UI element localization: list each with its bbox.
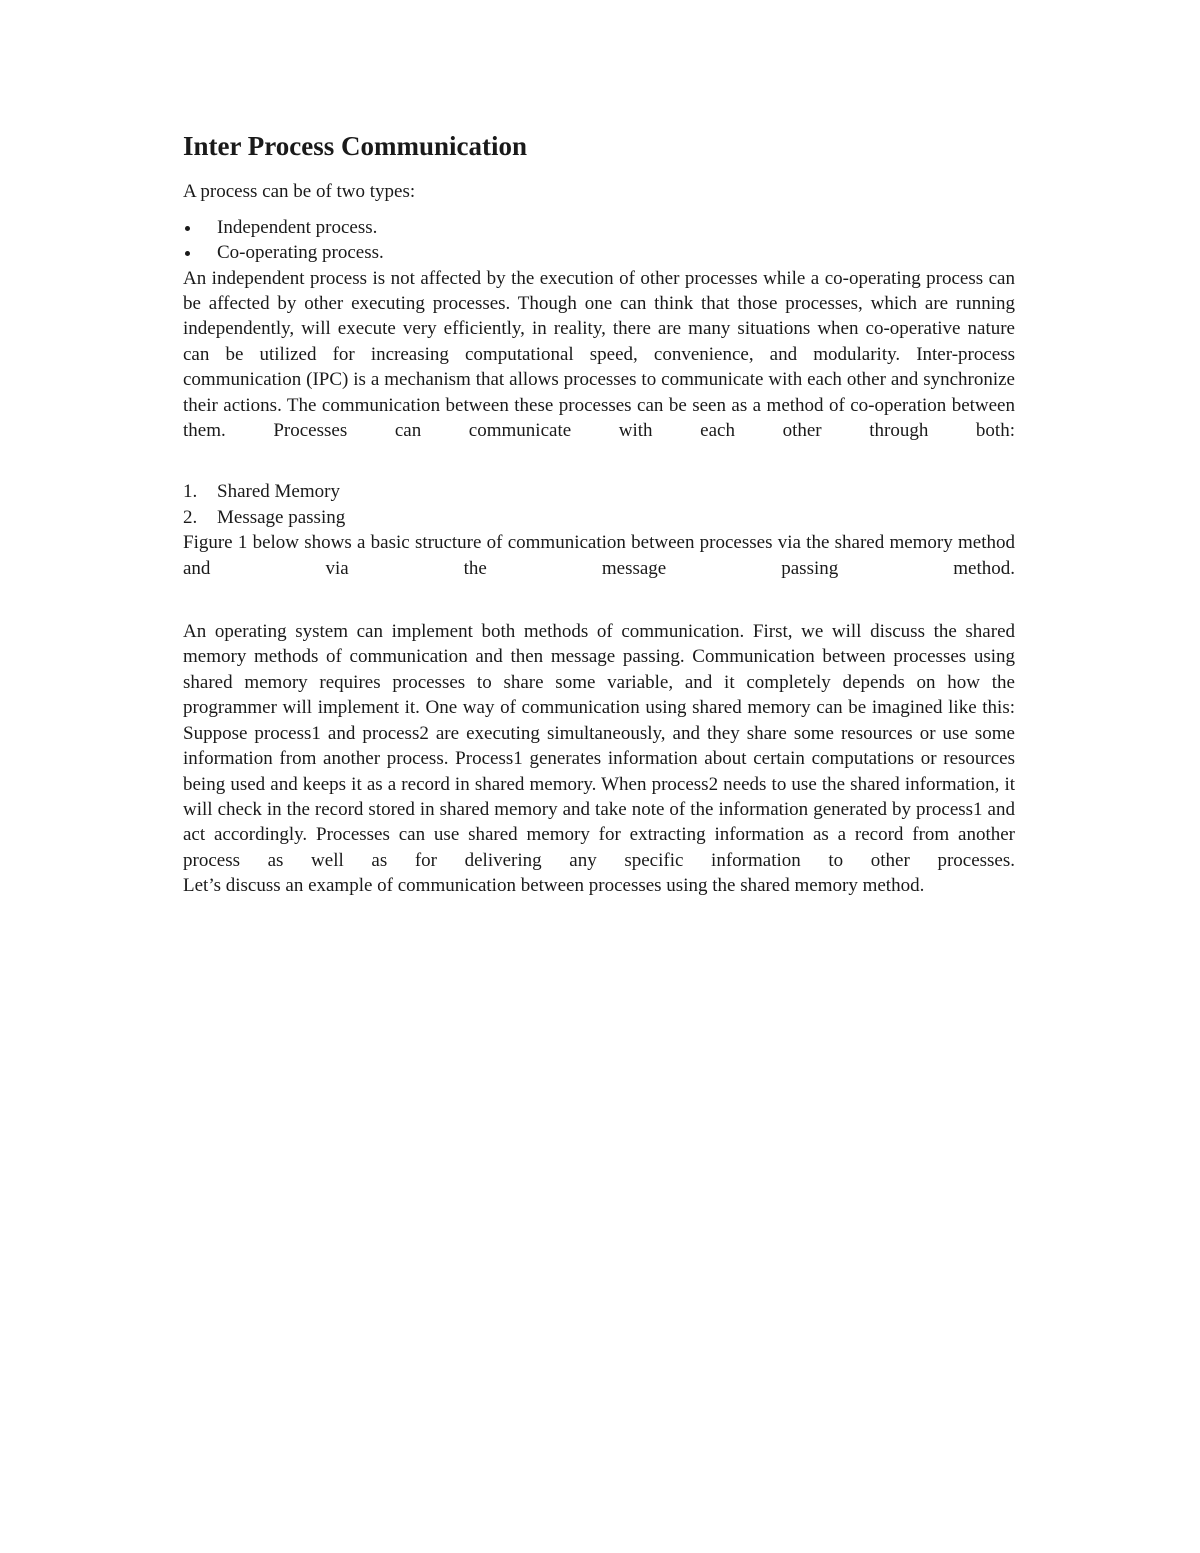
list-item-label: Shared Memory bbox=[217, 481, 340, 503]
list-item-number: 1. bbox=[183, 481, 198, 503]
bullet-icon bbox=[185, 251, 190, 256]
process-types-list bbox=[183, 215, 1015, 266]
list-item bbox=[183, 215, 1015, 240]
bullet-icon bbox=[185, 226, 190, 231]
communication-methods-list bbox=[183, 479, 1015, 530]
paragraph-example-intro: Let’s discuss an example of communication between processes using the shared memory method. bbox=[183, 875, 925, 897]
list-item-label: Co-operating process. bbox=[217, 242, 384, 264]
document-page bbox=[183, 130, 1015, 899]
list-item bbox=[183, 479, 1015, 504]
list-item-label: Independent process. bbox=[217, 216, 378, 238]
list-item bbox=[183, 505, 1015, 530]
paragraph-shared-memory: An operating system can implement both methods of communication. First, we will discuss the shared memory methods of communication and then message passing. Communication between processes using shared memory requires processes to share some variable, and it completely depends on how the programmer will implement it. One way of communication using shared memory can be imagined like this: Suppose process1 and process2 are executing simultaneously, and they share some resources or use some information from another process. Process1 generates information about certain computations or resources being used and keeps it as a record in shared memory. When process2 needs to use the shared information, it will check in the record stored in shared memory and take note of the information generated by process1 and act accordingly. Processes can use shared memory for extracting information as a record from another process as well as for delivering any specific information to other processes. bbox=[183, 621, 1015, 871]
paragraph-ipc-intro: An independent process is not affected by the execution of other processes while a co-operating process can be affected by other executing processes. Though one can think that those processes, which are running independently, will execute very efficiently, in reality, there are many situations when co-operative nature can be utilized for increasing computational speed, convenience, and modularity. Inter-process communication (IPC) is a mechanism that allows processes to communicate with each other and synchronize their actions. The communication between these processes can be seen as a method of co-operation between them. Processes can communicate with each other through both: bbox=[183, 267, 1015, 442]
list-item bbox=[183, 240, 1015, 265]
paragraph-figure-reference: Figure 1 below shows a basic structure of communication between processes via the shared memory method and via the message passing method. bbox=[183, 532, 1015, 579]
page-title: Inter Process Communication bbox=[183, 131, 527, 161]
list-item-number: 2. bbox=[183, 506, 198, 528]
intro-text: A process can be of two types: bbox=[183, 181, 416, 203]
paragraph-spacer bbox=[183, 581, 1015, 619]
list-item-label: Message passing bbox=[217, 506, 346, 528]
